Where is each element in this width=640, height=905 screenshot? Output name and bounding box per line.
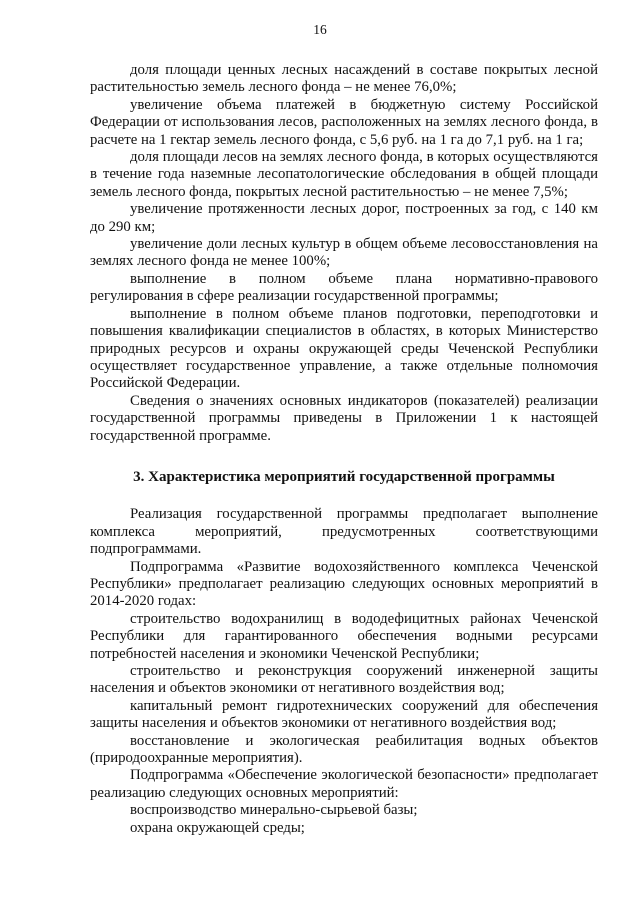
paragraph: воспроизводство минерально-сырьевой базы;: [130, 802, 418, 819]
paragraph: доля площади лесов на землях лесного фонда, в которых осуществляются в течение года наземные лесопатологические обследования в общей площади земель лесного фонда, покрытых лесной растительностью – не менее 7,5%;: [90, 149, 598, 200]
paragraph: Реализация государственной программы предполагает выполнение комплекса мероприятий, предусмотренных соответствующими подпрограммами.: [90, 506, 598, 558]
page-content: [90, 62, 598, 837]
paragraph: Подпрограмма «Развитие водохозяйственного комплекса Чеченской Республики» предполагает реализацию следующих основных мероприятий в 2014-2020 годах:: [90, 558, 598, 610]
paragraph: Сведения о значениях основных индикаторов (показателей) реализации государственной программы приведены в Приложении 1 к настоящей государственной программе.: [90, 392, 598, 444]
paragraph: строительство и реконструкция сооружений инженерной защиты населения и объектов экономики от негативного воздействия вод;: [90, 663, 598, 697]
paragraph: строительство водохранилищ в вододефицитных районах Чеченской Республики для гарантированного обеспечения водными ресурсами потребностей населения и экономики Чеченской Республики;: [90, 610, 598, 662]
section-heading: 3. Характеристика мероприятий государственной программы: [133, 468, 555, 485]
paragraph: увеличение доли лесных культур в общем объеме лесовосстановления на землях лесного фонда не менее 100%;: [90, 236, 598, 270]
paragraph: увеличение протяженности лесных дорог, построенных за год, с 140 км до 290 км;: [90, 201, 598, 235]
paragraph: выполнение в полном объеме плана нормативно-правового регулирования в сфере реализации государственной программы;: [90, 270, 598, 305]
paragraph: увеличение объема платежей в бюджетную систему Российской Федерации от использования лесов, расположенных на землях лесного фонда, в расчете на 1 гектар земель лесного фонда, с 5,6 руб. на 1 га до 7,1 руб. на 1 га;: [90, 96, 598, 148]
paragraph: охрана окружающей среды;: [130, 819, 305, 836]
paragraph: восстановление и экологическая реабилитация водных объектов (природоохранные мероприятия).: [90, 732, 598, 767]
paragraph: выполнение в полном объеме планов подготовки, переподготовки и повышения квалификации специалистов в областях, в которых Министерство природных ресурсов и охраны окружающей среды Чеченской Республики осуществляет государственное управление, а также отдельные полномочия Российской Федерации.: [90, 305, 598, 392]
paragraph: доля площади ценных лесных насаждений в составе покрытых лесной растительностью земель лесного фонда – не менее 76,0%;: [90, 62, 598, 96]
paragraph: Подпрограмма «Обеспечение экологической безопасности» предполагает реализацию следующих основных мероприятий:: [90, 767, 598, 801]
paragraph: капитальный ремонт гидротехнических сооружений для обеспечения защиты населения и объектов экономики от негативного воздействия вод;: [90, 697, 598, 732]
page-number: 16: [313, 22, 327, 37]
